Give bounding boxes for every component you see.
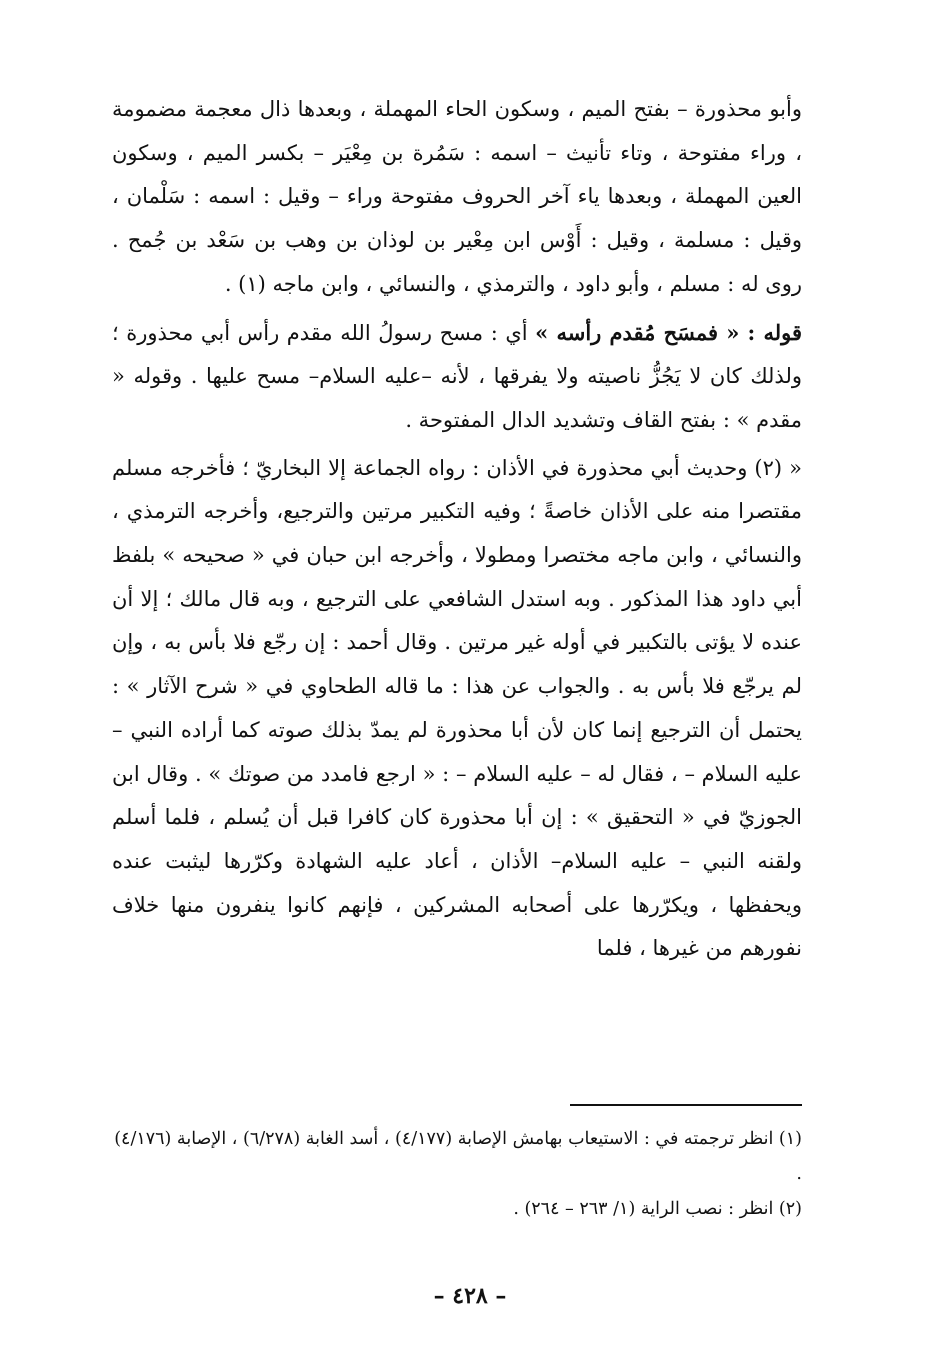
paragraph-commentary-lead: قوله : « فمسَح مُقدم رأسه » [535,319,803,345]
footnote-1: (١) انظر ترجمته في : الاستيعاب بهامش الإصابة (٤/١٧٧) ، أسد الغابة (٦/٢٧٨) ، الإصابة (٤/١٧٦) . [114,1129,802,1184]
paragraph-hadith-text: « (٢) وحديث أبي محذورة في الأذان : رواه الجماعة إلا البخاريّ ؛ فأخرجه مسلم مقتصرا منه على الأذان خاصةً ؛ وفيه التكبير مرتين والترجيع، وأخرجه الترمذي ، والنسائي ، وابن ماجه مختصرا ومطولا ، وأخرجه ابن حبان في « صحيحه » بلفظ أبي داود هذا المذكور . وبه استدل الشافعي على الترجيع ، وبه قال مالك ؛ إلا أن عنده لا يؤتى بالتكبير في أوله غير مرتين . وقال أحمد : إن رجّع فلا بأس به ، وإن لم يرجّع فلا بأس به . والجواب عن هذا : ما قاله الطحاوي في « شرح الآثار » : يحتمل أن الترجيع إنما كان لأن أبا محذورة لم يمدّ بذلك صوته كما أراده النبي – عليه السلام – ، فقال له – عليه السلام – : « ارجع فامدد من صوتك » . وقال ابن الجوزيّ في « التحقيق » : إن أبا محذورة كان كافرا قبل أن يُسلم ، فلما أسلم ولقنه النبي – عليه السلام– الأذان ، أعاد عليه الشهادة وكرّرها ليثبت عنده ويحفظها ، ويكرّرها على أصحابه المشركين ، فإنهم كانوا ينفرون منها خلاف نفورهم من غيرها ، فلما [112,455,802,961]
paragraph-commentary-text: أي : مسح رسولُ الله مقدم رأس أبي محذورة ؛ ولذلك كان لا يَجُزُّ ناصيته ولا يفرقها ، لأنه –عليه السلام– مسح عليها . وقوله « مقدم » : بفتح القاف وتشديد الدال المفتوحة . [112,320,802,432]
footnote-divider [570,1104,802,1106]
main-text [112,88,802,971]
page-number: – ٤٢٨ – [433,1283,507,1309]
footnote-2: (٢) انظر : نصب الراية (١/ ٢٦٣ – ٢٦٤) . [513,1199,802,1219]
paragraph-commentary [112,311,802,443]
paragraph-biography-text: وأبو محذورة – بفتح الميم ، وسكون الحاء المهملة ، وبعدها ذال معجمة مضمومة ، وراء مفتوحة ، وتاء تأنيث – اسمه : سَمُرة بن مِعْيَر – بكسر الميم ، وسكون العين المهملة ، وبعدها ياء آخر الحروف مفتوحة وراء – وقيل : اسمه : سَلْمان ، وقيل : مسلمة ، وقيل : أَوْس ابن مِعْير بن لوذان بن وهب بن سَعْد بن جُمح . روى له : مسلم ، وأبو داود ، والترمذي ، والنسائي ، وابن ماجه (١) . [112,97,802,296]
paragraph-biography [112,88,802,307]
footnotes [112,1122,802,1227]
paragraph-hadith [112,447,802,971]
